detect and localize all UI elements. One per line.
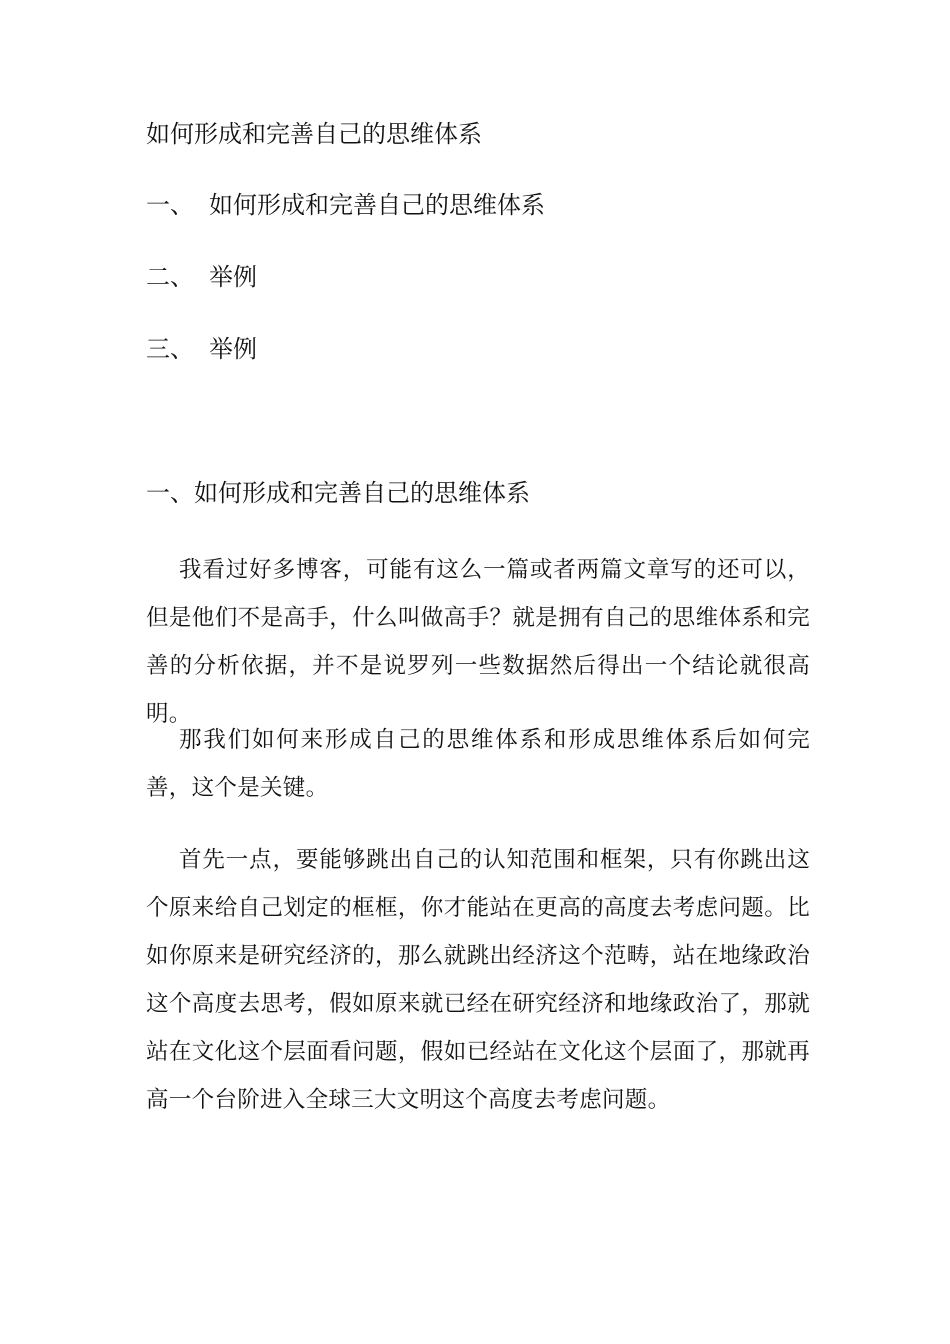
body-paragraph-1: 我看过好多博客，可能有这么一篇或者两篇文章写的还可以，但是他们不是高手，什么叫做高手？就是拥有自己的思维体系和完善的分析依据，并不是说罗列一些数据然后得出一个结论就很高明。 xyxy=(146,557,810,727)
doc-title: 如何形成和完善自己的思维体系 xyxy=(146,120,482,148)
body-paragraph-2: 那我们如何来形成自己的思维体系和形成思维体系后如何完善，这个是关键。 xyxy=(146,727,810,801)
toc-text: 举例 xyxy=(209,335,257,363)
toc-number: 一、 xyxy=(146,191,194,219)
toc-number: 二、 xyxy=(146,263,194,291)
section-heading: 一、如何形成和完善自己的思维体系 xyxy=(146,479,530,507)
body-paragraph-3: 首先一点，要能够跳出自己的认知范围和框架，只有你跳出这个原来给自己划定的框框，你才能站在更高的高度去考虑问题。比如你原来是研究经济的，那么就跳出经济这个范畴，站在地缘政治这个高度去思考，假如原来就已经在研究经济和地缘政治了，那就站在文化这个层面看问题，假如已经站在文化这个层面了，那就再高一个台阶进入全球三大文明这个高度去考虑问题。 xyxy=(146,847,810,1113)
toc-item-3 xyxy=(146,333,257,365)
toc-item-1 xyxy=(146,189,545,221)
toc-number: 三、 xyxy=(146,335,194,363)
toc-text: 如何形成和完善自己的思维体系 xyxy=(209,191,545,219)
toc-item-2 xyxy=(146,261,257,293)
toc-text: 举例 xyxy=(209,263,257,291)
